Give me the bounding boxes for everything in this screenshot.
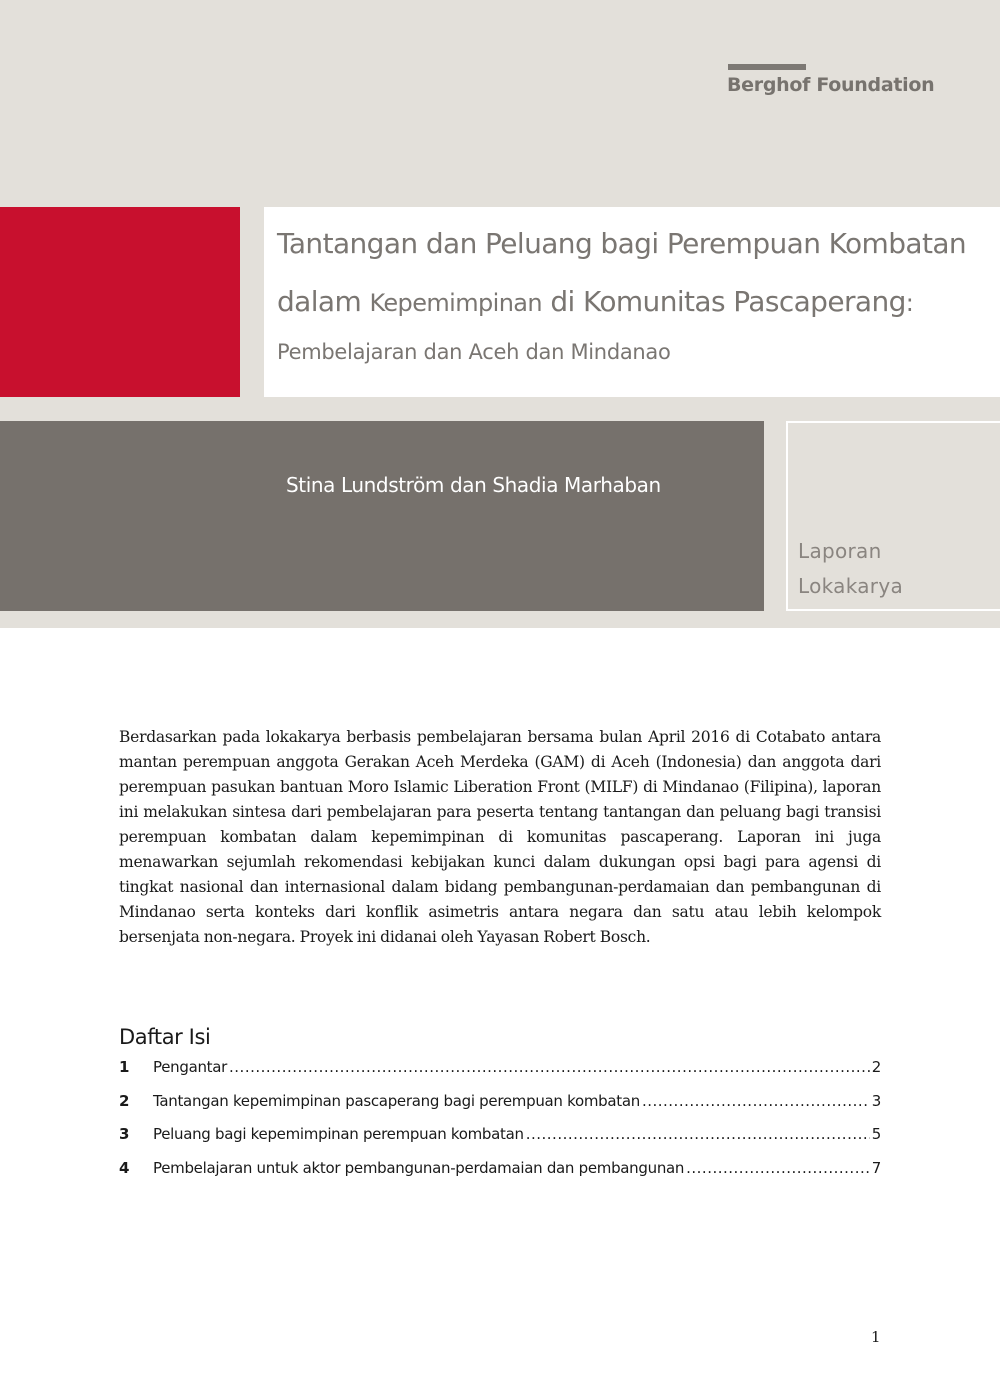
title-line-2-part-a: dalam — [277, 285, 370, 318]
toc-entry-label: Tantangan kepemimpinan pascaperang bagi perempuan kombatan — [153, 1091, 640, 1110]
report-type-line-1: Laporan — [798, 539, 882, 563]
report-type-box — [786, 421, 1000, 611]
toc-entry-label: Pengantar — [153, 1058, 228, 1076]
toc-entry-label: Pembelajaran untuk aktor pembangunan-perdamaian dan pembangunan — [153, 1158, 685, 1177]
toc-leader-dots — [642, 1092, 870, 1110]
toc-entry-2[interactable] — [119, 1092, 881, 1126]
toc-entry-number: 1 — [119, 1058, 130, 1076]
toc-entry-number: 4 — [119, 1158, 130, 1177]
document-title-line-2 — [277, 285, 913, 318]
abstract-paragraph: Berdasarkan pada lokakarya berbasis pembelajaran bersama bulan April 2016 di Cotabato antara mantan perempuan anggota Gerakan Aceh Merdeka (GAM) di Aceh (Indonesia) dan anggota dari perempuan pasukan bantuan Moro Islamic Liberation Front (MILF) di Mindanao (Filipina), laporan ini melakukan sintesa dari pembelajaran para peserta tentang tantangan dan peluang bagi transisi perempuan kombatan dalam kepemimpinan di komunitas pascaperang. Laporan ini juga menawarkan sejumlah rekomendasi kebijakan kunci dalam dukungan opsi bagi para agensi di tingkat nasional dan internasional dalam bidang pembangunan-perdamaian dan pembangunan di Mindanao serta konteks dari konflik asimetris antara negara dan satu atau lebih kelompok bersenjata non-negara. Proyek ini didanai oleh Yayasan Robert Bosch. — [119, 728, 881, 946]
toc-entry-label: Peluang bagi kepemimpinan perempuan kombatan — [153, 1125, 524, 1143]
title-box — [264, 207, 1000, 397]
report-type-line-2: Lokakarya — [798, 574, 904, 598]
toc-entry-number: 3 — [119, 1125, 130, 1143]
toc-entry-page: 3 — [871, 1091, 881, 1110]
toc-entry-page: 7 — [871, 1158, 881, 1177]
toc-leader-dots — [686, 1159, 870, 1177]
toc-entry-page: 2 — [871, 1058, 881, 1076]
toc-entry-3[interactable] — [119, 1125, 881, 1159]
toc-entry-1[interactable] — [119, 1058, 881, 1092]
title-line-2-part-d: : — [905, 289, 914, 317]
logo-text: Berghof Foundation — [727, 74, 935, 96]
document-subtitle: Pembelajaran dan Aceh dan Mindanao — [277, 340, 671, 364]
toc-entry-page: 5 — [871, 1125, 881, 1143]
toc-entry-4[interactable] — [119, 1159, 881, 1193]
red-accent-block — [0, 207, 240, 397]
toc-leader-dots — [526, 1125, 870, 1143]
author-block — [0, 421, 764, 611]
authors: Stina Lundström dan Shadia Marhaban — [286, 473, 661, 497]
title-line-2-part-b: Kepemimpinan — [369, 289, 543, 317]
table-of-contents — [119, 1058, 881, 1192]
logo-bar — [728, 64, 806, 70]
page-number: 1 — [871, 1328, 881, 1346]
title-line-2-part-c: di Komunitas Pascaperang — [542, 285, 906, 318]
document-title-line-1: Tantangan dan Peluang bagi Perempuan Kombatan — [277, 227, 967, 260]
toc-title: Daftar Isi — [119, 1025, 211, 1049]
toc-entry-number: 2 — [119, 1091, 130, 1110]
toc-leader-dots — [229, 1058, 870, 1076]
